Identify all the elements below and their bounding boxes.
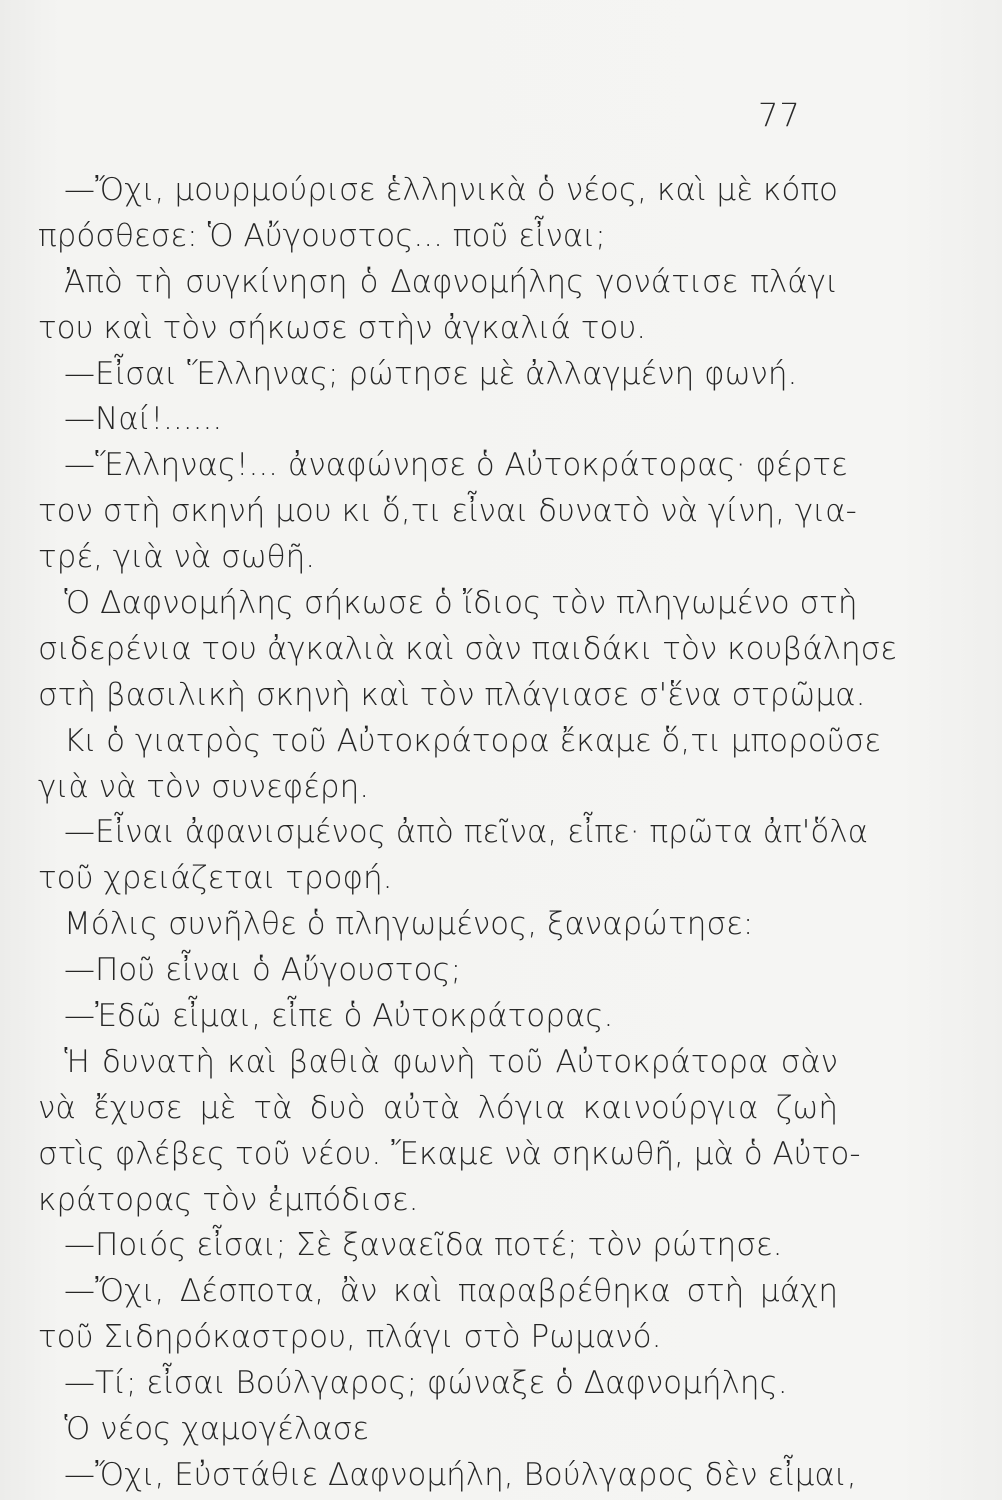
- text-line: τον στὴ σκηνή μου κι ὅ,τι εἶναι δυνατὸ νὰ γίνη, για-: [38, 493, 857, 530]
- text-line: πρόσθεσε: Ὁ Αὔγουστος... ποῦ εἶναι;: [38, 217, 606, 254]
- text-line: του καὶ τὸν σήκωσε στὴν ἀγκαλιά του.: [38, 309, 647, 346]
- text-line: —Ὄχι, Εὐστάθιε Δαφνομήλη, Βούλγαρος δὲν εἶμαι,: [64, 1456, 857, 1493]
- text-line: Κι ὁ γιατρὸς τοῦ Αὐτοκράτορα ἔκαμε ὅ,τι μποροῦσε: [64, 722, 882, 759]
- text-line: τοῦ Σιδηρόκαστρου, πλάγι στὸ Ρωμανό.: [38, 1319, 662, 1356]
- text-line: Ἀπὸ τὴ συγκίνηση ὁ Δαφνομήλης γονάτισε πλάγι: [64, 263, 838, 300]
- text-line: τοῦ χρειάζεται τροφή.: [38, 860, 393, 897]
- text-line: Ὁ Δαφνομήλης σήκωσε ὁ ἴδιος τὸν πληγωμένο στὴ: [64, 585, 858, 622]
- text-line: σιδερένια του ἀγκαλιὰ καὶ σὰν παιδάκι τὸν κουβάλησε: [38, 630, 898, 667]
- text-line: —Ναί!......: [64, 401, 223, 438]
- text-line: νὰ ἔχυσε μὲ τὰ δυὸ αὐτὰ λόγια καινούργια ζωὴ: [38, 1089, 838, 1126]
- text-line: —Τί; εἶσαι Βούλγαρος; φώναξε ὁ Δαφνομήλης.: [64, 1365, 788, 1402]
- text-line: γιὰ νὰ τὸν συνεφέρη.: [38, 768, 370, 805]
- text-line: —Εἶσαι Ἕλληνας; ρώτησε μὲ ἀλλαγμένη φωνή.: [64, 355, 798, 392]
- text-line: —Ἐδῶ εἶμαι, εἶπε ὁ Αὐτοκράτορας.: [64, 998, 614, 1035]
- text-line: Ὁ νέος χαμογέλασε: [64, 1411, 369, 1448]
- text-line: στὶς φλέβες τοῦ νέου. Ἔκαμε νὰ σηκωθῆ, μὰ ὁ Αὐτο-: [38, 1135, 861, 1172]
- text-line: —Ποῦ εἶναι ὁ Αὔγουστος;: [64, 952, 462, 989]
- text-line: —Ὄχι, μουρμούρισε ἑλληνικὰ ὁ νέος, καὶ μὲ κόπο: [64, 172, 838, 208]
- text-line: κράτορας τὸν ἐμπόδισε.: [38, 1181, 419, 1218]
- text-line: —Εἶναι ἀφανισμένος ἀπὸ πεῖνα, εἶπε· πρῶτα ἀπ'ὅλα: [64, 814, 869, 851]
- text-line: στὴ βασιλικὴ σκηνὴ καὶ τὸν πλάγιασε σ'ἕνα στρῶμα.: [38, 676, 866, 713]
- text-line: —Ἕλληνας!... ἀναφώνησε ὁ Αὐτοκράτορας· φέρτε: [64, 447, 848, 484]
- text-line: —Ὄχι, Δέσποτα, ἂν καὶ παραβρέθηκα στὴ μάχη: [64, 1273, 838, 1310]
- text-line: Μόλις συνῆλθε ὁ πληγωμένος, ξαναρώτησε:: [64, 906, 754, 943]
- text-line: —Ποιός εἶσαι; Σὲ ξαναεῖδα ποτέ; τὸν ρώτησε.: [64, 1227, 783, 1264]
- body-text: [38, 168, 898, 1499]
- page-number: 77: [758, 96, 801, 134]
- text-line: Ἡ δυνατὴ καὶ βαθιὰ φωνὴ τοῦ Αὐτοκράτορα σὰν: [64, 1043, 838, 1080]
- text-line: τρέ, γιὰ νὰ σωθῆ.: [38, 539, 316, 576]
